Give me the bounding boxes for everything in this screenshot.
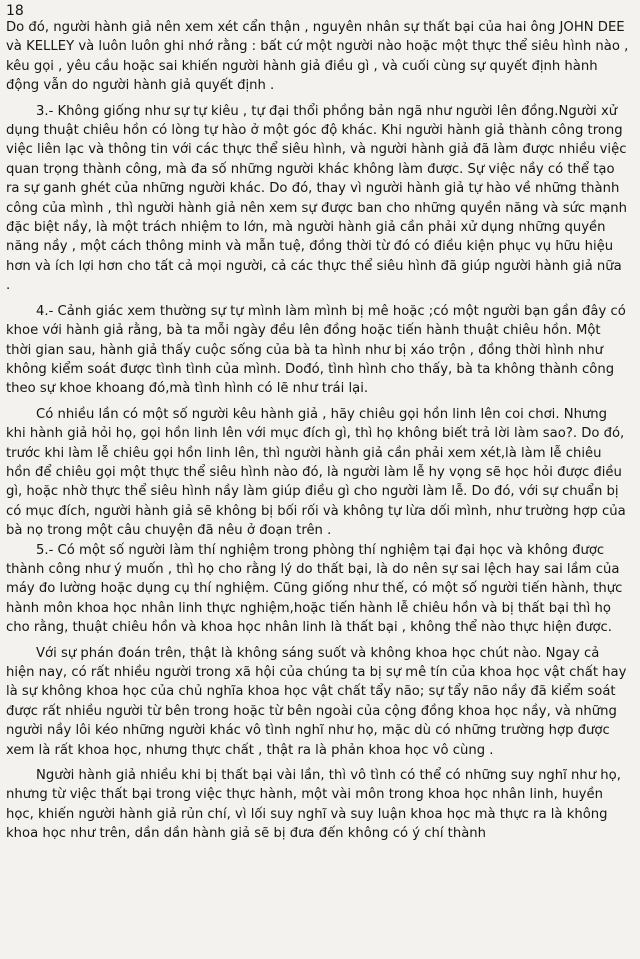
paragraph-point-5: 5.- Có một số người làm thí nghiệm trong phòng thí nghiệm tại đại học và không được thành công như ý muốn , thì họ cho rằng lý do thất bại, là do nên sự sai lệch hay sai lầm của máy đo lường hoặc dụng cụ thí nghiệm. Cũng giống như thế, có một số người tiến hành, thực hành môn khoa học nhân linh thực nghiệm,hoặc tiến hành lễ chiêu hồn và bị thất bại thì họ cho rằng, thuật chiêu hồn và khoa học nhân linh là thất bại , không thể nào thực hiện được. — [6, 542, 623, 636]
paragraph-intro: Do đó, người hành giả nên xem xét cẩn thận , nguyên nhân sự thất bại của hai ông JOHN DEE và KELLEY và luôn luôn ghi nhớ rằng : bất cứ một người nào hoặc một thực thể siêu hình nào , kêu gọi , yêu cầu hoặc sai khiến người hành giả điều gì , và cuối cùng sự quyết định hành động vẫn do người hành giả quyết định . — [6, 20, 629, 94]
body-text — [6, 18, 630, 844]
paragraph-closing: Người hành giả nhiều khi bị thất bại vài lần, thì vô tình có thể có những suy nghĩ như họ, nhưng từ việc thất bại trong việc thực hành, một vài môn trong khoa học nhân linh, huyền học, khiến người hành giả rủn chí, vì lối suy nghĩ và suy luận khoa học mà thực ra là không khoa học như trên, dần dần hành giả sẽ bị đưa đến không có ý chí thành — [6, 768, 621, 842]
page-number: 18 — [6, 3, 24, 19]
paragraph-point-3: 3.- Không giống như sự tự kiêu , tự đại thổi phồng bản ngã như người lên đồng.Người xử dụng thuật chiêu hồn có lòng tự hào ở một góc độ khác. Khi người hành giả thành công trong việc liên lạc và thông tin với các thực thể siêu hình, và người hành giả đã làm được nhiều việc quan trọng thành công, mà đa số những người khác không làm được. Sự việc nầy có thể tạo ra sự ganh ghét của những người khác. Do đó, thay vì người hành giả tự hào về những thành công của mình , thì người hành giả nên xem sự được ban cho những quyền năng và sức mạnh đặc biệt nầy, là một trách nhiệm to lớn, mà người hành giả cần phải xử dụng những quyền năng nầy , một cách thông minh và mẫn tuệ, đồng thời từ đó có điều kiện phục vụ hữu hiệu hơn và ích lợi hơn cho tất cả mọi người, cả các thực thể siêu hình đã giúp người hành giả nữa . — [6, 103, 628, 294]
paragraph-point-4: 4.- Cảnh giác xem thường sự tự mình làm mình bị mê hoặc ;có một người bạn gần đây có khoe với hành giả rằng, bà ta mỗi ngày đều lên đồng hoặc tiến hành thuật chiêu hồn. Một thời gian sau, hành giả thấy cuộc sống của bà ta hình như bị xáo trộn , đồng thời hình như không kiểm soát được tình tình của mình. Dođó, tình hình cho thấy, bà ta không thành công theo sự khoe khoang đó,mà tình hình có lẽ như trái lại. — [6, 303, 626, 397]
paragraph-point-4-continued: Có nhiều lần có một số người kêu hành giả , hãy chiêu gọi hồn linh lên coi chơi. Nhưng khi hành giả hỏi họ, gọi hồn linh lên với mục đích gì, thì họ không biết trả lời làm sao?. Do đó, trước khi làm lễ chiêu gọi hồn linh lên, thì người hành giả cần phải xem xét,là làm lễ chiêu hồn để chiêu gọi một thực thể siêu hình nào đó, là người làm lễ hy vọng sẽ học hỏi được điều gì, hoặc nhờ thực thể siêu hình nầy làm giúp điều gì cho người làm lễ. Do đó, với sự chuẩn bị có mục đích, người hành giả sẽ không bị bối rối và không tự lừa dối mình, như trường hợp của bà nọ trong một câu chuyện đã nêu ở đoạn trên . — [6, 406, 626, 539]
paragraph-point-5-continued: Với sự phán đoán trên, thật là không sáng suốt và không khoa học chút nào. Ngay cả hiện nay, có rất nhiều người trong xã hội của chúng ta bị sự mê tín của khoa học vật chất hay là sự không khoa học của chủ nghĩa khoa học vật chất tẩy não; sự tẩy não nầy đã kiểm soát được rất nhiều người từ bên trong hoặc từ bên ngoài của cộng đồng khoa học nầy, và những người nầy lôi kéo những người khác vô tình nghĩ như họ, mặc dù có những trường hợp được xem là rất khoa học, nhưng thực chất , thật ra là phản khoa học vô cùng . — [6, 645, 627, 758]
